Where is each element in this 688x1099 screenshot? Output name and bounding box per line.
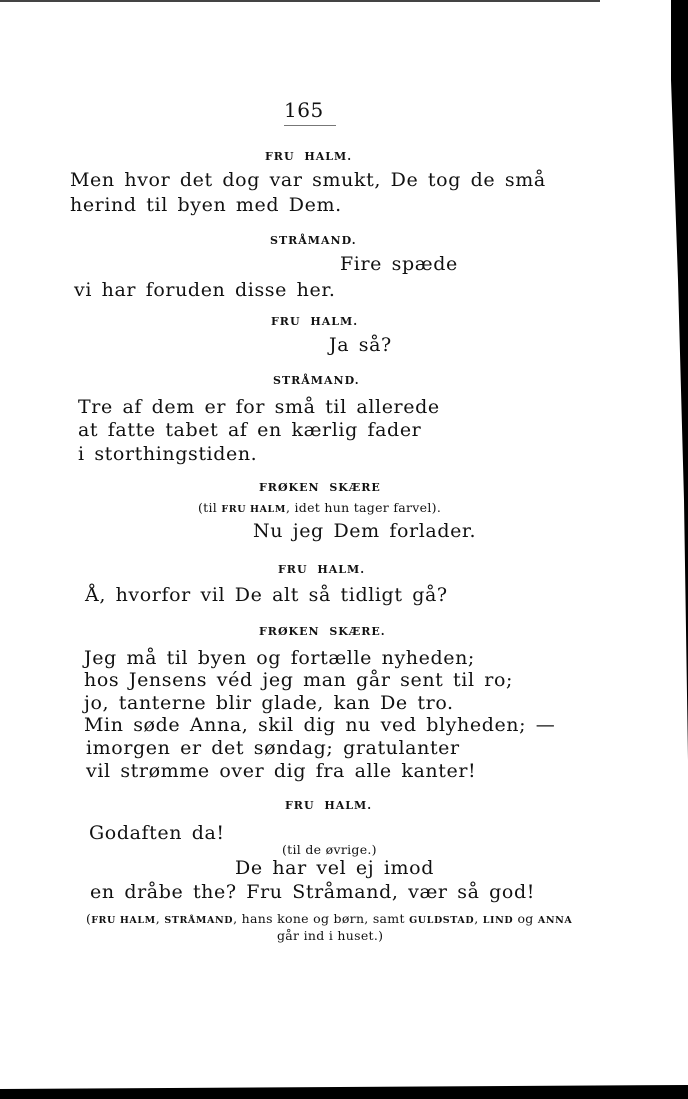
- stage-direction: (til de øvrige.): [282, 842, 377, 857]
- verse-line: at fatte tabet af en kærlig fader: [78, 419, 422, 441]
- verse-line: hos Jensens véd jeg man går sent til ro;: [84, 669, 513, 691]
- verse-line: herind til byen med Dem.: [70, 194, 342, 216]
- direction-text: , idet hun tager farvel).: [285, 500, 442, 515]
- direction-name: GULDSTAD: [409, 915, 475, 926]
- page-number-rule: [284, 125, 336, 126]
- verse-line: i storthingstiden.: [78, 443, 258, 465]
- verse-line: Min søde Anna, skil dig nu ved blyheden; —: [84, 714, 556, 736]
- verse-line: Godaften da!: [89, 822, 225, 844]
- direction-text: ,: [474, 911, 483, 926]
- direction-text: og: [513, 911, 538, 926]
- page-number: 165: [284, 98, 324, 122]
- direction-text: (: [86, 911, 92, 926]
- verse-line: Fire spæde: [340, 253, 458, 275]
- verse-line: Men hvor det dog var smukt, De tog de små: [70, 169, 546, 191]
- direction-name: ANNA: [537, 915, 573, 926]
- verse-line: jo, tanterne blir glade, kan De tro.: [84, 692, 454, 714]
- verse-line: Jeg må til byen og fortælle nyheden;: [84, 647, 475, 669]
- direction-name: FRU HALM: [91, 915, 156, 926]
- direction-text: ,: [155, 911, 165, 926]
- verse-line: Ja så?: [329, 334, 392, 356]
- verse-line: vi har foruden disse her.: [74, 279, 336, 301]
- scan-top-edge: [0, 0, 600, 2]
- direction-name: LIND: [482, 915, 514, 926]
- verse-line: De har vel ej imod: [235, 857, 434, 879]
- direction-text: (til: [198, 500, 222, 515]
- direction-name: STRÅMAND: [164, 915, 234, 926]
- closing-stage-direction: [86, 911, 572, 926]
- speaker-label: STRÅMAND.: [270, 234, 357, 247]
- stage-direction: [198, 500, 441, 515]
- speaker-label: FRØKEN SKÆRE: [259, 481, 381, 494]
- direction-text: , hans kone og børn, samt: [233, 911, 410, 926]
- verse-line: imorgen er det søndag; gratulanter: [86, 737, 460, 759]
- verse-line: en dråbe the? Fru Stråmand, vær så god!: [90, 881, 535, 903]
- verse-line: Å, hvorfor vil De alt så tidligt gå?: [85, 584, 448, 606]
- speaker-label: FRU HALM.: [285, 799, 373, 812]
- speaker-label: FRU HALM.: [278, 563, 366, 576]
- verse-line: Tre af dem er for små til allerede: [78, 396, 440, 418]
- speaker-label: FRØKEN SKÆRE.: [259, 625, 386, 638]
- speaker-label: FRU HALM.: [265, 150, 353, 163]
- direction-name: FRU HALM: [221, 504, 286, 515]
- speaker-label: STRÅMAND.: [273, 374, 360, 387]
- verse-line: Nu jeg Dem forlader.: [253, 520, 477, 542]
- speaker-label: FRU HALM.: [271, 315, 359, 328]
- verse-line: vil strømme over dig fra alle kanter!: [86, 760, 477, 782]
- closing-stage-direction-line2: går ind i huset.): [277, 928, 384, 943]
